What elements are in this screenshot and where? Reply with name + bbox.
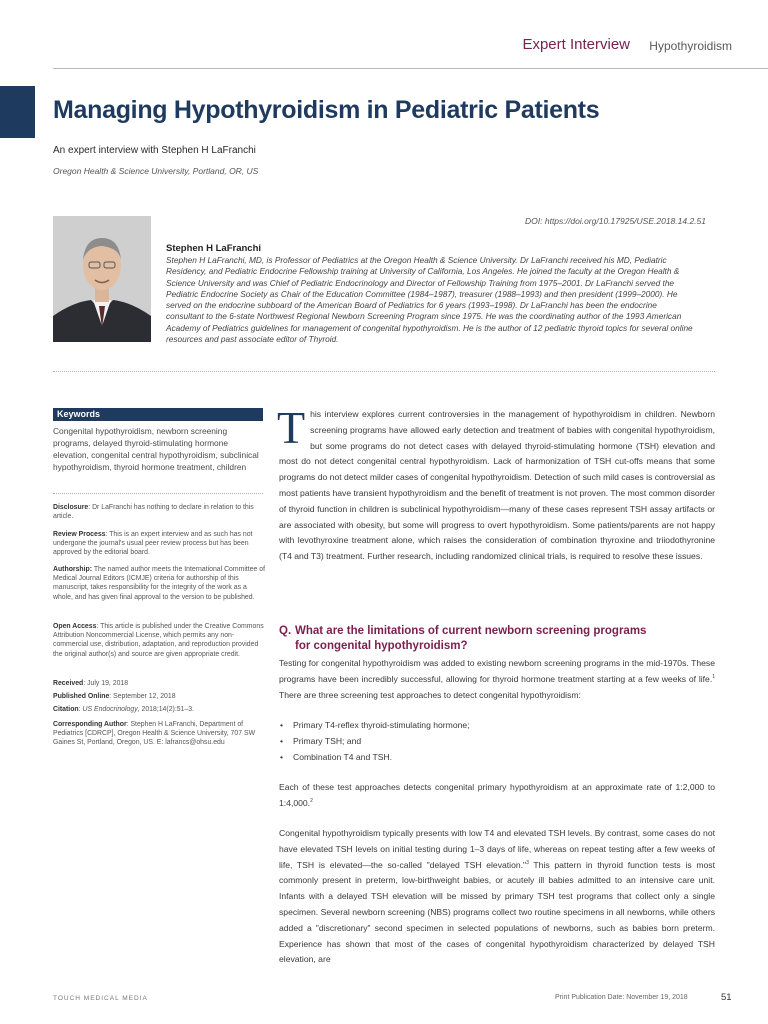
topic-label: Hypothyroidism (649, 39, 732, 53)
intro-paragraph (277, 402, 715, 565)
doi-link[interactable]: DOI: https://doi.org/10.17925/USE.2018.14.2.51 (525, 216, 706, 226)
published-label: Published Online (53, 693, 110, 700)
citation-label: Citation (53, 706, 79, 713)
open-access-note (53, 622, 268, 659)
corresponding-author (53, 720, 268, 748)
review-label: Review Process (53, 531, 106, 538)
citation-journal: US Endocrinology (82, 706, 138, 713)
citation: Citation: US Endocrinology, 2018;14(2):51–3. (53, 706, 194, 713)
open-access-label: Open Access (53, 623, 97, 630)
received-label: Received (53, 680, 84, 687)
published-date (53, 692, 268, 701)
delayed-tsh-paragraph (279, 826, 715, 968)
drop-cap: T (277, 402, 306, 453)
corresponding-label: Corresponding Author (53, 721, 127, 728)
ref-1[interactable]: 1 (712, 673, 715, 680)
corresponding-text: : Stephen H LaFranchi, Department of Pediatrics [CDRCP], Oregon Health & Science University, 707 SW Gaines St, Portland, Oregon, US. E: lafrancs@ohsu.edu (53, 721, 256, 747)
keywords-divider (53, 493, 263, 494)
print-date: Print Publication Date: November 19, 2018 (555, 994, 688, 1001)
list-item: • Combination T4 and TSH. (279, 750, 715, 766)
citation-details: , 2018;14(2):51–3. (137, 706, 194, 713)
disclosure-note (53, 503, 268, 521)
screening-approaches-list (279, 718, 715, 765)
bio-divider (53, 371, 715, 372)
published-value: : September 12, 2018 (109, 693, 176, 700)
keywords-list: Congenital hypothyroidism, newborn screening programs, delayed thyroid-stimulating hormone elevation, congenital central hypothyroidism, subclinical hypothyroidism, thyroid hormone treatment, children (53, 426, 259, 472)
answer-text-tail: There are three screening test approaches to detect congenital hypothyroidism: (279, 689, 581, 700)
author-affiliation: Oregon Health & Science University, Portland, OR, US (53, 166, 259, 176)
ref-2[interactable]: 2 (310, 797, 313, 804)
detection-rate-text: Each of these test approaches detects congenital primary hypothyroidism at an approximate rate of 1:2,000 to 1:4,000. (279, 782, 715, 808)
intro-text: his interview explores current controversies in the management of hypothyroidism in children. Newborn screening programs have allowed early detection and treatment of babies with congenital hypothyroidism, but some programs do not detect cases with delayed thyroid-stimulating hormone (TSH) elevation and most do not detect congenital central hypothyroidism. Lack of harmonization of TSH cut-offs means that some programs do not detect milder cases of congenital hypothyroidism. Detection of such mild cases is controversial as most patients have transient hypothyroidism and the benefit of treatment is not proven. The most common disorder of thyroid function in children is subclinical hypothyroidism—many of these cases represent TSH assay artifacts or are associated with obesity, but some will progress to overt hypothyroidism. Some patients/parents are not happy with levothyroxine treatment alone, which raises the consideration of combination thyroxine and triiodothyronine (T4 and T3) treatment. Further research, including randomized clinical trials, is required to resolve these issues. (279, 409, 715, 562)
portrait-illustration (53, 216, 151, 342)
side-accent-block (0, 86, 35, 138)
authorship-label: Authorship: (53, 566, 93, 573)
author-photo (53, 216, 151, 342)
ref-3[interactable]: 3 (526, 859, 529, 866)
bio-text: Stephen H LaFranchi, MD, is Professor of Pediatrics at the Oregon Health & Science University. Dr LaFranchi received his MD, Pediatric Residency, and Pediatric Endocrine Fellowship training at University of California, Los Angeles. He joined the faculty at the Oregon Health & Science University and was Chief of Pediatric Endocrinology and Director of Fellowship Training from 1975–2001. Dr LaFranchi served the Pediatric Endocrine Society as Chair of the Education Committee (1984–1987), treasurer (1988–1993) and then president (1999–2000). He served on the endocrine subboard of the American Board of Pediatrics for 6 years (1993–1998). Dr LaFranchi has been the endocrine consultant to the 6-state Northwest Regional Newborn Screening Program since 1975. He was the coordinating author of the 1993 American Academy of Pediatrics guidelines for management of congenital hypothyroidism. He is the author of 12 pediatric thyroid topics for several online resources and past associate editor of Thyroid. (166, 255, 693, 345)
received-date (53, 679, 268, 688)
page-number: 51 (721, 992, 732, 1003)
publisher-name: TOUCH MEDICAL MEDIA (53, 995, 148, 1002)
question-line-1: What are the limitations of current newborn screening programs (295, 625, 647, 637)
list-item: • Primary TSH; and (279, 734, 715, 750)
answer-paragraph (279, 656, 715, 703)
authorship-note (53, 565, 268, 602)
section-label: Expert Interview (522, 36, 630, 53)
disclosure-text: : Dr LaFranchi has nothing to declare in relation to this article. (53, 504, 254, 521)
answer-text: Testing for congenital hypothyroidism was added to existing newborn screening programs in the mid-1970s. These programs have been incredibly successful, allowing for thyroid hormone treatment starting at a few weeks of life. (279, 658, 715, 684)
delayed-tsh-text-tail: This pattern in thyroid function tests is most commonly present in preterm, low-birthweight babies, or acutely ill babies admitted to an intensive care unit. Infants with a delayed TSH elevation will be missed by primary TSH test programs that collect only a single specimen. Several newborn screening (NBS) programs collect two routine specimens in all newborns, while others added a "discretionary" second specimen in selected populations of newborns, such as babies born preterm. Experience has shown that most of the cases of congenital hypothyroidism characterized by delayed TSH elevation, are (279, 859, 715, 965)
detection-rate-paragraph (279, 780, 715, 812)
review-text: : This is an expert interview and as such has not undergone the journal's usual peer review process but has been approved by the editorial board. (53, 531, 253, 557)
question-line-2: for congenital hypothyroidism? (295, 640, 468, 652)
delayed-tsh-text: Congenital hypothyroidism typically presents with low T4 and elevated TSH levels. By contrast, some cases do not have elevated TSH levels on initial testing during 1–3 days of life, whereas on repeat testing after a few weeks of life, TSH is elevated—the so-called "delayed TSH elevation." (279, 828, 715, 870)
question-heading (279, 624, 715, 654)
bio-name: Stephen H LaFranchi (166, 243, 262, 254)
keywords-heading: Keywords (57, 409, 101, 419)
review-process-note (53, 530, 268, 558)
question-prefix: Q. (279, 625, 292, 637)
disclosure-label: Disclosure (53, 504, 89, 511)
authorship-text: The named author meets the International Committee of Medical Journal Editors (ICMJE) criteria for authorship of this manuscript, takes responsibility for the integrity of the work as a whole, and has given final approval to the version to be published. (53, 566, 266, 601)
article-subtitle: An expert interview with Stephen H LaFranchi (53, 145, 256, 156)
open-access-text: : This article is published under the Creative Commons Attribution Noncommercial License, which permits any non-commercial use, distribution, adaptation, and reproduction provided the original author(s) and source are given appropriate credit. (53, 623, 264, 658)
received-value: : July 19, 2018 (83, 680, 129, 687)
header-divider (53, 68, 768, 69)
list-item: • Primary T4-reflex thyroid-stimulating hormone; (279, 718, 715, 734)
article-title: Managing Hypothyroidism in Pediatric Patients (53, 96, 600, 124)
